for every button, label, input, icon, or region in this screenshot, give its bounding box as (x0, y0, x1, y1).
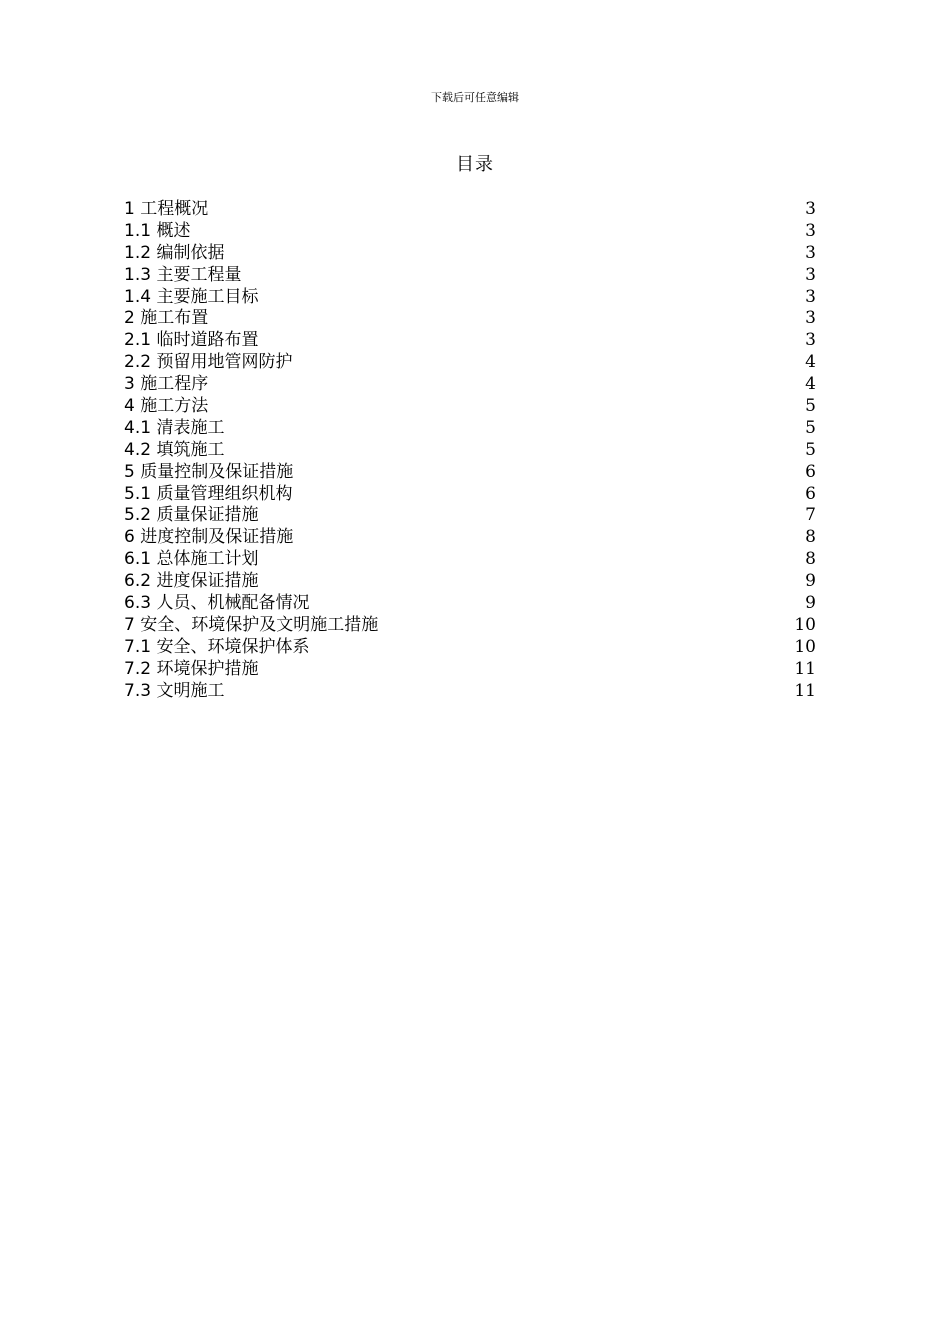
toc-entry-text: 4.1 清表施工 (124, 417, 225, 438)
toc-entry-page-number: 3 (805, 264, 816, 285)
toc-entry[interactable] (124, 571, 816, 593)
toc-entry[interactable] (124, 659, 816, 681)
toc-entry-page-number: 3 (805, 220, 816, 241)
toc-entry[interactable] (124, 505, 816, 527)
toc-entry-text: 6.3 人员、机械配备情况 (124, 593, 310, 614)
toc-entry-page-number: 3 (805, 286, 816, 307)
toc-entry[interactable] (124, 681, 816, 703)
toc-entry[interactable] (124, 418, 816, 440)
toc-entry[interactable] (124, 593, 816, 615)
toc-entry-text: 2 施工布置 (124, 308, 209, 329)
toc-entry-text: 6.1 总体施工计划 (124, 549, 259, 570)
toc-entry[interactable] (124, 440, 816, 462)
toc-entry-page-number: 10 (794, 614, 816, 635)
toc-entry[interactable] (124, 352, 816, 374)
toc-title: 目录 (456, 154, 494, 175)
toc-entry-text: 5.1 质量管理组织机构 (124, 483, 293, 504)
toc-entry-page-number: 5 (805, 439, 816, 460)
toc-entry[interactable] (124, 243, 816, 265)
toc-entry[interactable] (124, 462, 816, 484)
toc-entry-text: 1 工程概况 (124, 199, 209, 219)
toc-entry-text: 7.1 安全、环境保护体系 (124, 636, 310, 657)
toc-entry-page-number: 10 (794, 636, 816, 657)
toc-entry-text: 4 施工方法 (124, 396, 209, 417)
toc-entry[interactable] (124, 637, 816, 659)
toc-entry-text: 1.1 概述 (124, 220, 191, 241)
toc-entry-text: 1.4 主要施工目标 (124, 286, 259, 307)
toc-entry[interactable] (124, 265, 816, 287)
toc-entry-page-number: 7 (805, 505, 816, 526)
toc-entry-page-number: 9 (805, 571, 816, 592)
toc-entry-page-number: 9 (805, 593, 816, 614)
toc-entry-text: 1.3 主要工程量 (124, 264, 242, 285)
toc-entry-page-number: 6 (805, 461, 816, 482)
toc-entry-text: 7.3 文明施工 (124, 680, 225, 701)
toc-entry-page-number: 11 (794, 658, 816, 679)
toc-entry[interactable] (124, 484, 816, 506)
toc-entry-page-number: 4 (805, 352, 816, 373)
toc-entry-text: 7 安全、环境保护及文明施工措施 (124, 614, 379, 635)
toc-entry-page-number: 3 (805, 330, 816, 351)
toc-list (124, 199, 816, 702)
toc-entry-text: 6 进度控制及保证措施 (124, 527, 294, 548)
toc-entry-text: 6.2 进度保证措施 (124, 571, 259, 592)
toc-entry-text: 3 施工程序 (124, 374, 209, 395)
toc-entry[interactable] (124, 527, 816, 549)
toc-entry-text: 2.1 临时道路布置 (124, 330, 259, 351)
toc-entry[interactable] (124, 615, 816, 637)
toc-entry-page-number: 3 (805, 242, 816, 263)
toc-entry-page-number: 3 (805, 199, 816, 219)
header-note: 下载后可任意编辑 (431, 91, 519, 104)
toc-entry[interactable] (124, 396, 816, 418)
toc-entry-page-number: 6 (805, 483, 816, 504)
toc-entry-page-number: 8 (805, 549, 816, 570)
toc-entry-text: 2.2 预留用地管网防护 (124, 352, 293, 373)
toc-entry-text: 7.2 环境保护措施 (124, 658, 259, 679)
toc-entry-text: 5.2 质量保证措施 (124, 505, 259, 526)
toc-entry-page-number: 4 (805, 374, 816, 395)
toc-entry-text: 1.2 编制依据 (124, 242, 225, 263)
toc-entry[interactable] (124, 330, 816, 352)
toc-entry-page-number: 11 (794, 680, 816, 701)
toc-entry-page-number: 3 (805, 308, 816, 329)
toc-entry-page-number: 5 (805, 396, 816, 417)
toc-entry-text: 4.2 填筑施工 (124, 439, 225, 460)
toc-entry-page-number: 5 (805, 417, 816, 438)
toc-entry[interactable] (124, 221, 816, 243)
toc-entry[interactable] (124, 287, 816, 309)
toc-entry-page-number: 8 (805, 527, 816, 548)
toc-entry-text: 5 质量控制及保证措施 (124, 461, 294, 482)
toc-entry[interactable] (124, 549, 816, 571)
toc-entry[interactable] (124, 374, 816, 396)
toc-entry[interactable] (124, 199, 816, 221)
toc-entry[interactable] (124, 308, 816, 330)
